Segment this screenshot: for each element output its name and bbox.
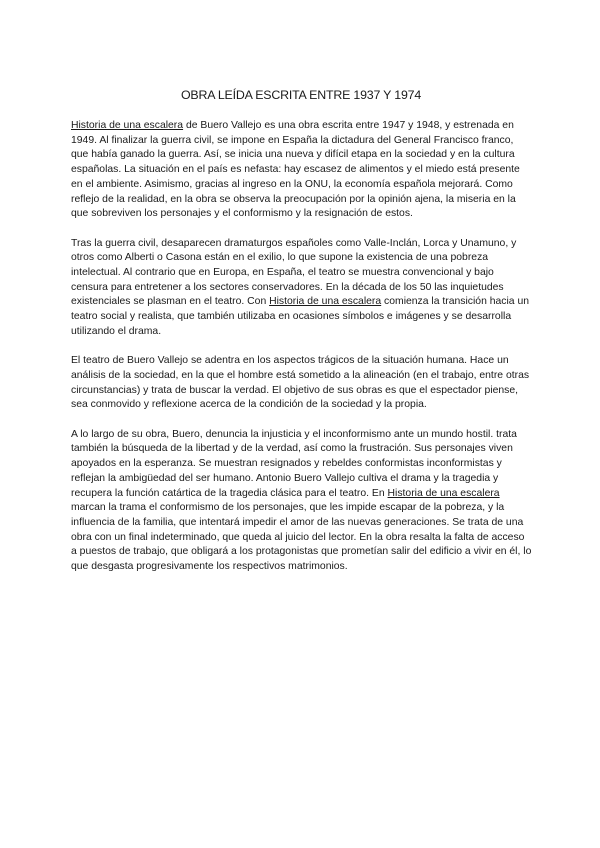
work-title-reference: Historia de una escalera (71, 120, 184, 131)
paragraph-text: A lo largo de su obra, Buero, denuncia la injusticia y el inconformismo ante un mundo hostil. trata también la búsqueda de la libertad y de la verdad, así como la frustración. Sus personajes viven apoyados en la esperanza. Se muestran resignados y rebeldes conformistas inconformistas y reflejan la ambigüedad del ser humano. Antonio Buero Vallejo cultiva el drama y la tragedia y recupera la función catártica de la tragedia clásica para el teatro. En (71, 428, 517, 499)
paragraph-text: comienza la transición hacia un teatro social y realista, que también utilizaba en ocasiones símbolos e imágenes y se desarrolla utilizando el drama. (71, 296, 530, 337)
paragraph-text: Tras la guerra civil, desaparecen dramaturgos españoles como Valle-Inclán, Lorca y Unamuno, y otros como Alberti o Casona están en el exilio, lo que supone la existencia de una pobreza intelectual. Al contrario que en Europa, en España, el teatro se muestra convencional y bajo censura para entretener a los sectores conservadores. En la década de los 50 las inquietudes existenciales se plasman en el teatro. Con (71, 237, 517, 308)
paragraph-themes (71, 428, 533, 575)
paragraph-author-theatre: El teatro de Buero Vallejo se adentra en los aspectos trágicos de la situación humana. Hace un análisis de la sociedad, en la que el hombre está sometido a la alineación (en el trabajo, entre otras circunstancias) y trata de buscar la verdad. El objetivo de sus obras es que el espectador piense, sea conmovido y reflexione acerca de la condición de la sociedad y la propia. (71, 355, 530, 411)
paragraph-text: marcan la trama el conformismo de los personajes, que les impide escapar de la pobreza, y la influencia de la familia, que intentará impedir el amor de las nuevas generaciones. Se trata de una obra con un final indeterminado, que queda al juicio del lector. En la obra resalta la falta de acceso a puestos de trabajo, que obligará a los protagonistas que prometían salir del edificio a vivir en él, lo que desgasta progresivamente los respectivos matrimonios. (71, 502, 532, 573)
paragraph-text: de Buero Vallejo es una obra escrita entre 1947 y 1948, y estrenada en 1949. Al finalizar la guerra civil, se impone en España la dictadura del General Francisco franco, que había ganado la guerra. Así, se inicia una nueva y difícil etapa en la sociedad y en la cultura españolas. La situación en el país es nefasta: hay escasez de alimentos y el miedo está presente en el ambiente. Asimismo, gracias al ingreso en la ONU, la economía española mejorará. Como reflejo de la realidad, en la obra se observa la preocupación por la opinión ajena, la miseria en la que sobreviven los personajes y el conformismo y la resignación de estos. (71, 120, 520, 220)
paragraph-intro (71, 119, 533, 222)
page-title: OBRA LEÍDA ESCRITA ENTRE 1937 Y 1974 (180, 88, 422, 102)
paragraph-context (71, 237, 533, 340)
work-title-reference: Historia de una escalera (387, 487, 500, 499)
work-title-reference: Historia de una escalera (269, 296, 382, 308)
